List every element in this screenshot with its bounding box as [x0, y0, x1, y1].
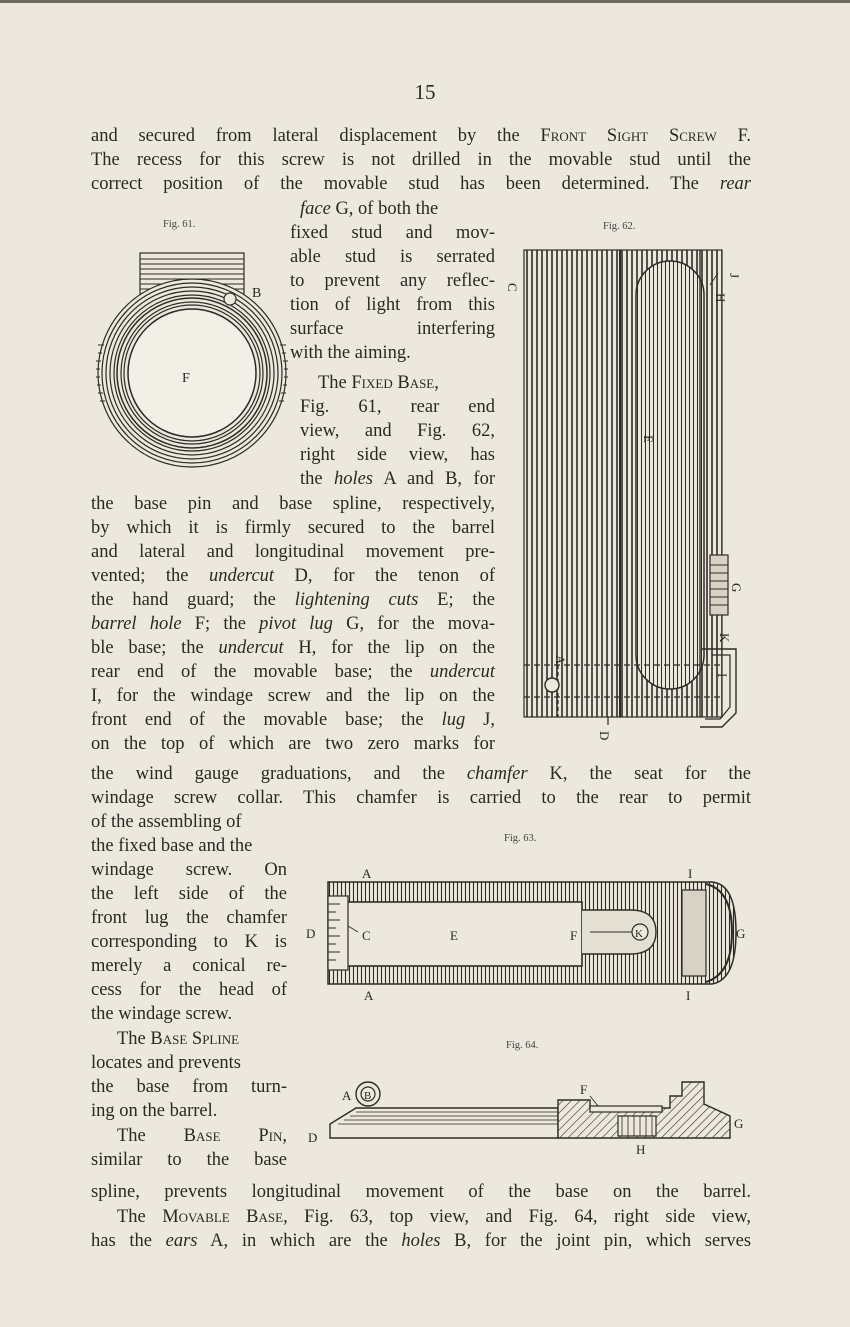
text-line: with the aiming. — [290, 343, 411, 363]
fig-64-label-g: G — [734, 1116, 744, 1131]
fig-63-label-a-bottom: A — [364, 988, 374, 1003]
text-line: The Base Pin, — [117, 1126, 288, 1146]
text-line: The Movable Base, Fig. 63, top view, and Fig. 64, right side view, — [117, 1207, 751, 1227]
fig-63-label-a-top: A — [362, 866, 372, 881]
fig-61-drawing — [92, 245, 292, 470]
fig-61-caption: Fig. 61. — [163, 219, 196, 230]
fig-62-drawing — [500, 245, 750, 740]
fig-64-label-a: A — [342, 1088, 352, 1103]
text-line: on the top of which are two zero marks for — [91, 734, 495, 754]
fig-63-label-c: C — [362, 928, 371, 943]
fig-64-caption: Fig. 64. — [506, 1040, 539, 1051]
text-line: the base pin and base spline, respectively, — [91, 494, 495, 514]
text-line: front end of the movable base; the lug J, — [91, 710, 496, 730]
text-line: by which it is firmly secured to the barrel — [91, 518, 495, 538]
text-line: of the assembling of — [91, 812, 242, 832]
text-line: The recess for this screw is not drilled in the movable stud until the — [91, 150, 751, 170]
text-line: the hand guard; the lightening cuts E; the — [91, 590, 495, 610]
fig-63-label-i-top: I — [688, 866, 693, 881]
fig-63-label-k: K — [635, 928, 643, 940]
page-number: 15 — [414, 80, 436, 104]
text-line: face G, of both the — [300, 199, 439, 219]
fig-62-label-a: A — [553, 655, 568, 665]
text-line: the holes A and B, for — [300, 469, 495, 489]
text-line: merely a conical re- — [91, 956, 287, 976]
text-line: windage screw collar. This chamfer is carried to the rear to permit — [91, 788, 751, 808]
text-line: windage screw. On — [91, 860, 287, 880]
text-line: to prevent any reflec- — [290, 271, 495, 291]
fig-62-caption: Fig. 62. — [603, 221, 636, 232]
text-line: corresponding to K is — [91, 932, 287, 952]
text-line: barrel hole F; the pivot lug G, for the mova- — [91, 614, 496, 634]
page-edge — [0, 0, 850, 3]
fig-63-label-g: G — [736, 926, 746, 941]
text-line: tion of light from this — [290, 295, 495, 315]
text-line: locates and prevents — [91, 1053, 241, 1073]
text-line: ing on the barrel. — [91, 1101, 218, 1121]
text-line: the windage screw. — [91, 1004, 233, 1024]
fig-62-label-d: D — [597, 731, 612, 740]
text-line: The Base Spline — [117, 1029, 240, 1049]
text-line: cess for the head of — [91, 980, 287, 1000]
text-line: Fig. 61, rear end — [300, 397, 495, 417]
fig-61-label-b: B — [252, 286, 262, 301]
fig-64-label-d: D — [308, 1130, 318, 1145]
fig-62-label-i: I — [715, 673, 730, 678]
fig-63-drawing — [300, 860, 750, 1005]
text-line: spline, prevents longitudinal movement of the base on the barrel. — [91, 1182, 751, 1202]
fig-63-label-d: D — [306, 926, 316, 941]
fig-61-label-f: F — [182, 371, 190, 386]
fig-62-label-k: K — [717, 633, 732, 643]
text-line: similar to the base — [91, 1150, 287, 1170]
fig-62-label-e: E — [641, 435, 656, 443]
fig-64-label-b: B — [364, 1090, 372, 1102]
fig-64-label-f: F — [580, 1082, 588, 1097]
text-line: has the ears A, in which are the holes B, for the joint pin, which serves — [91, 1231, 752, 1251]
text-line: view, and Fig. 62, — [300, 421, 495, 441]
text-line: the base from turn- — [91, 1077, 287, 1097]
text-line: able stud is serrated — [290, 247, 495, 267]
fig-63-caption: Fig. 63. — [504, 833, 537, 844]
text-line: The Fixed Base, — [318, 373, 439, 393]
fig-63-label-f: F — [570, 928, 578, 943]
text-line: the fixed base and the — [91, 836, 253, 856]
fig-62-label-c-top: C — [505, 283, 520, 292]
text-line: right side view, has — [300, 445, 495, 465]
text-line: front lug the chamfer — [91, 908, 287, 928]
text-line: surface interfering — [290, 319, 495, 339]
text-line: the wind gauge graduations, and the chamfer K, the seat for the — [91, 764, 751, 784]
fig-62-label-h: H — [713, 293, 728, 303]
text-line: correct position of the movable stud has been determined. The rear — [91, 174, 751, 194]
fig-63-label-e: E — [450, 928, 458, 943]
fig-62-label-g: G — [729, 583, 744, 593]
fig-63-label-i-bottom: I — [686, 988, 691, 1003]
fig-62-label-j: J — [727, 273, 742, 279]
text-line: and secured from lateral displacement by the Front Sight Screw F. — [91, 126, 752, 146]
text-line: fixed stud and mov- — [290, 223, 495, 243]
text-line: rear end of the movable base; the undercut — [91, 662, 495, 682]
text-line: I, for the windage screw and the lip on the — [91, 686, 495, 706]
text-line: ble base; the undercut H, for the lip on the — [91, 638, 496, 658]
text-line: and lateral and longitudinal movement pre- — [91, 542, 495, 562]
text-line: vented; the undercut D, for the tenon of — [91, 566, 495, 586]
fig-64-label-h: H — [636, 1142, 646, 1157]
text-line: the left side of the — [91, 884, 287, 904]
fig-64-drawing — [300, 1066, 750, 1160]
